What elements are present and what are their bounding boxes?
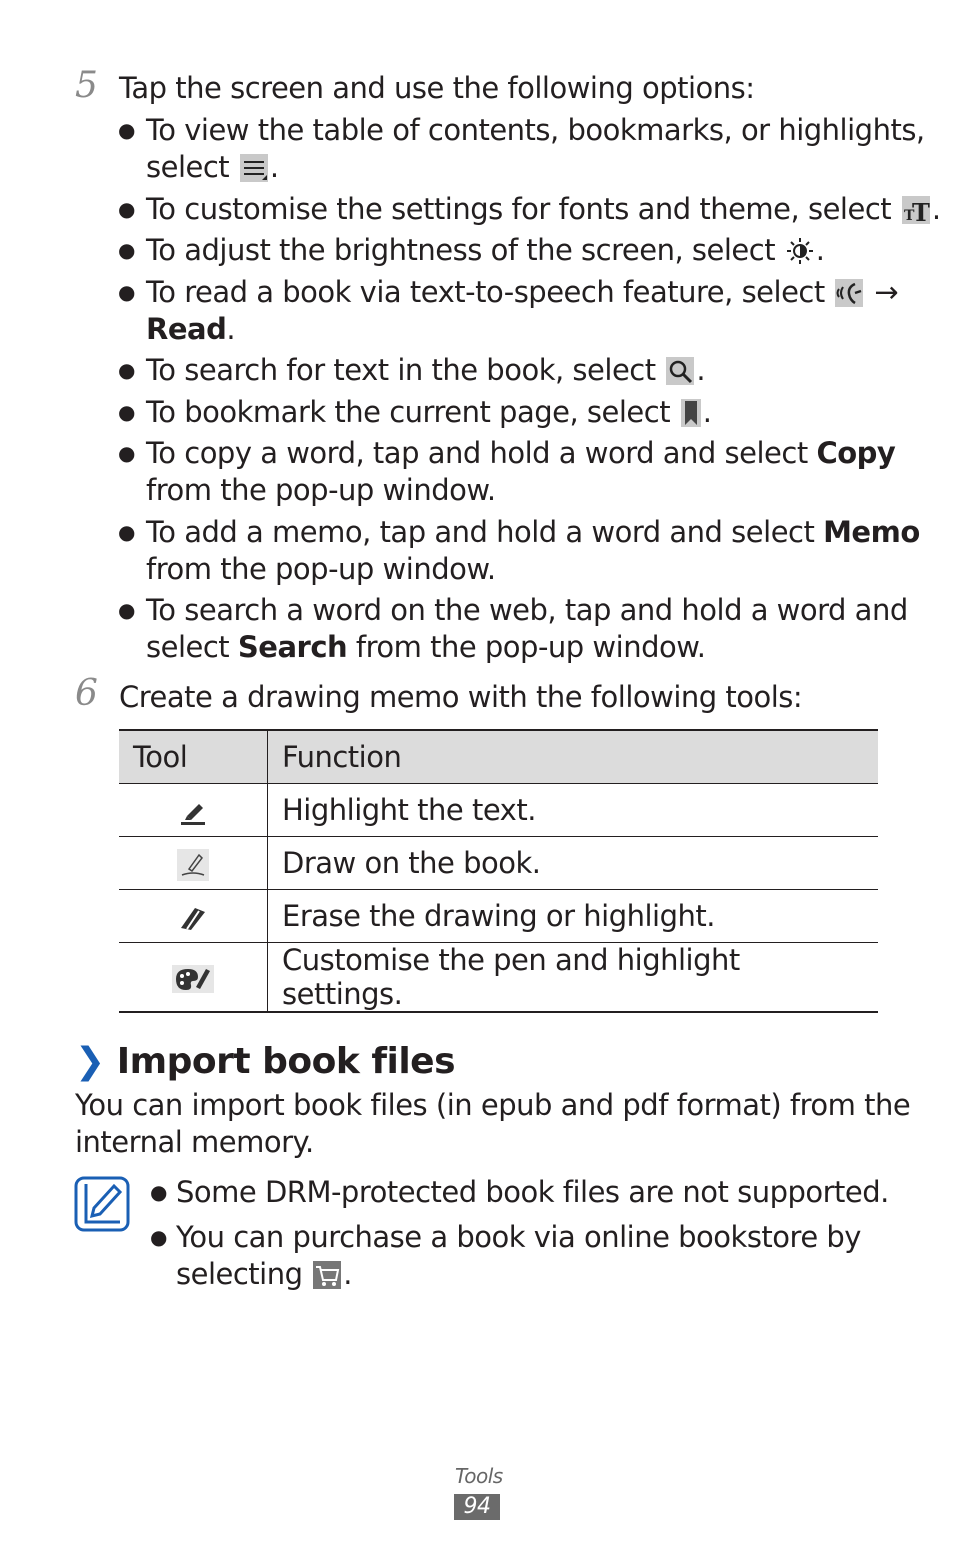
header-tool: Tool	[119, 730, 268, 784]
step-5-intro: Tap the screen and use the following options:	[119, 71, 755, 105]
bullet-9-line1: To search a word on the web, tap and hold a word and	[146, 593, 908, 627]
search-icon	[666, 357, 694, 385]
bullet-dot: ●	[118, 400, 135, 424]
section-body-line2: internal memory.	[75, 1125, 314, 1159]
list-icon	[240, 154, 268, 182]
header-function: Function	[282, 740, 402, 774]
chevron-icon: ❯	[75, 1041, 105, 1082]
function-cell: Erase the drawing or highlight.	[282, 899, 715, 933]
tts-icon	[835, 279, 863, 307]
table-row	[119, 784, 878, 837]
note-1: Some DRM-protected book files are not supported.	[176, 1175, 889, 1209]
bullet-2: To customise the settings for fonts and theme, select T T .	[146, 192, 941, 226]
function-cell: Customise the pen and highlight settings.	[282, 943, 740, 1011]
cart-icon	[313, 1261, 341, 1289]
bullet-dot: ●	[118, 358, 135, 382]
note-2-line2: selecting .	[176, 1257, 352, 1291]
bullet-dot: ●	[118, 197, 135, 221]
bullet-dot: ●	[150, 1180, 167, 1204]
tools-table	[119, 729, 878, 1013]
section-body-line1: You can import book files (in epub and pdf format) from the	[75, 1088, 911, 1122]
bullet-dot: ●	[150, 1225, 167, 1249]
table-row	[119, 943, 878, 1013]
table-row	[119, 837, 878, 890]
bullet-8-line2: from the pop-up window.	[146, 552, 496, 586]
pen-icon	[177, 849, 209, 881]
table-row	[119, 890, 878, 943]
eraser-icon	[177, 902, 209, 934]
highlighter-icon	[177, 796, 209, 828]
bullet-3: To adjust the brightness of the screen, select .	[146, 233, 825, 267]
step-number-5: 5	[75, 65, 98, 106]
bullet-8-line1: To add a memo, tap and hold a word and select Memo	[146, 515, 920, 549]
function-cell: Highlight the text.	[282, 793, 536, 827]
bullet-dot: ●	[118, 598, 135, 622]
bullet-6: To bookmark the current page, select .	[146, 395, 712, 429]
bullet-dot: ●	[118, 280, 135, 304]
bullet-dot: ●	[118, 238, 135, 262]
bullet-dot: ●	[118, 520, 135, 544]
note-icon	[74, 1176, 130, 1232]
table-header-row	[119, 730, 878, 784]
bullet-dot: ●	[118, 118, 135, 142]
font-icon	[902, 196, 930, 224]
bullet-dot: ●	[118, 441, 135, 465]
step-number-6: 6	[75, 673, 98, 714]
brightness-icon	[786, 237, 814, 265]
bullet-9-line2: select Search from the pop-up window.	[146, 630, 706, 664]
svg-text:T: T	[903, 208, 914, 224]
bullet-4-line1: To read a book via text-to-speech feature, select →	[146, 275, 898, 309]
footer-section: Tools	[455, 1464, 503, 1488]
bullet-5: To search for text in the book, select .	[146, 353, 706, 387]
step-6-intro: Create a drawing memo with the following tools:	[119, 680, 803, 714]
bullet-1-line1: To view the table of contents, bookmarks, or highlights,	[146, 113, 925, 147]
svg-text:T: T	[911, 198, 930, 224]
section-title: ❯ Import book files	[75, 1041, 456, 1082]
bullet-4-line2: Read.	[146, 312, 236, 346]
palette-icon	[172, 963, 214, 995]
page-number: 94	[454, 1494, 500, 1520]
bullet-7-line1: To copy a word, tap and hold a word and select Copy	[146, 436, 896, 470]
bookmark-icon	[681, 399, 701, 427]
bullet-1-line2: select .	[146, 150, 279, 184]
function-cell: Draw on the book.	[282, 846, 541, 880]
note-2-line1: You can purchase a book via online bookstore by	[176, 1220, 861, 1254]
bullet-7-line2: from the pop-up window.	[146, 473, 496, 507]
